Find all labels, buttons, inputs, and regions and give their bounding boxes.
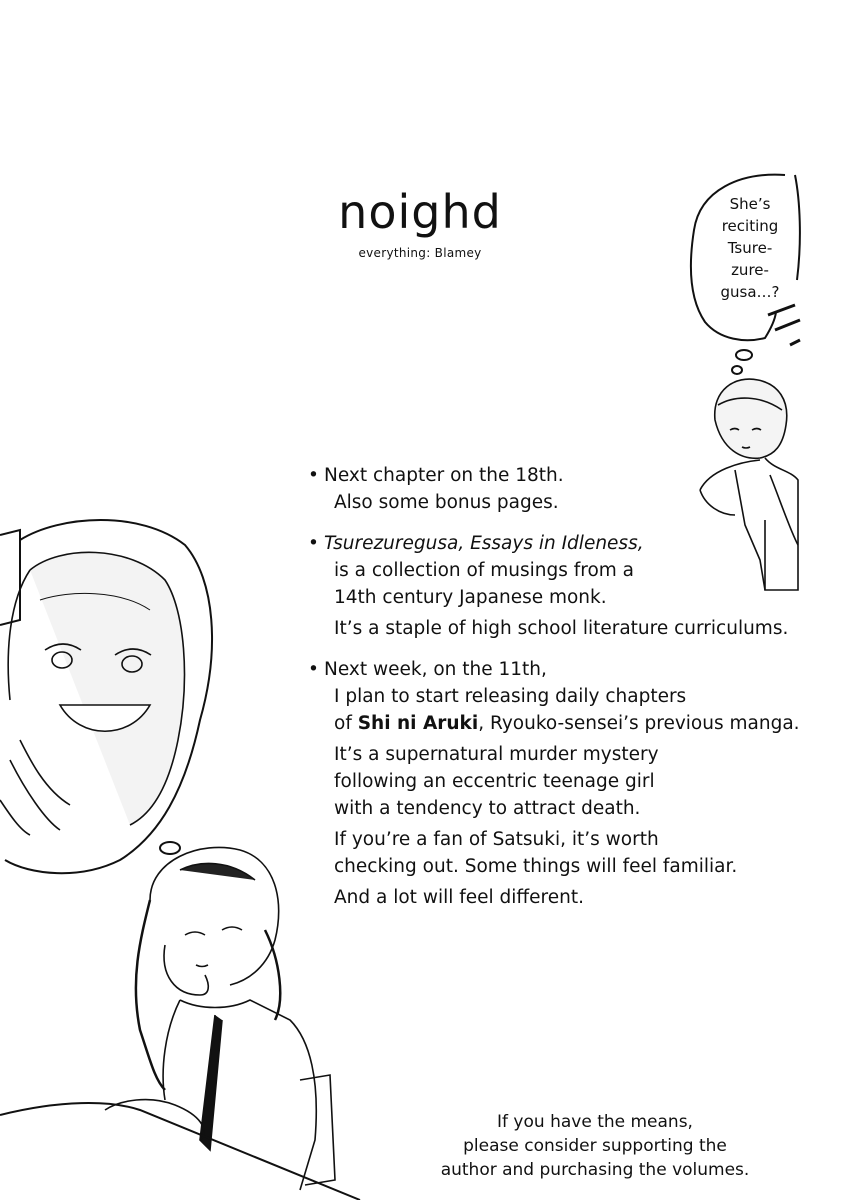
note-text: , Ryouko-sensei’s previous manga. xyxy=(478,713,800,734)
speech-bubble-text xyxy=(700,193,800,303)
note-line xyxy=(324,768,838,795)
note-lines xyxy=(324,530,838,642)
note-line xyxy=(324,710,838,737)
speech-line: reciting xyxy=(721,217,779,235)
note-text: It’s a supernatural murder mystery xyxy=(334,744,659,765)
book-title-text: Tsurezuregusa, Essays in Idleness, xyxy=(324,533,644,554)
note-line xyxy=(324,853,838,880)
grinning-woman-face xyxy=(0,552,184,835)
note-text: I plan to start releasing daily chapters xyxy=(334,686,687,707)
support-line: If you have the means, xyxy=(497,1112,693,1132)
note-text: And a lot will feel different. xyxy=(334,887,584,908)
speech-line: She’s xyxy=(729,195,771,213)
speech-line: Tsure- xyxy=(727,239,773,257)
note-text: of xyxy=(334,713,358,734)
note-line xyxy=(324,884,838,911)
note-text: following an eccentric teenage girl xyxy=(334,771,655,792)
note-text: Next week, on the 11th, xyxy=(324,659,547,680)
note-line xyxy=(324,683,838,710)
note-line xyxy=(324,584,838,611)
note-line xyxy=(324,557,838,584)
note-line xyxy=(324,826,838,853)
note-text: is a collection of musings from a xyxy=(334,560,635,581)
note-text: with a tendency to attract death. xyxy=(334,798,641,819)
note-line: Next chapter on the 18th. xyxy=(324,465,564,486)
note-line xyxy=(324,656,838,683)
note-text: checking out. Some things will feel familiar. xyxy=(334,856,738,877)
bullet-icon: • xyxy=(308,659,319,680)
note-line xyxy=(324,795,838,822)
background-panel-edge xyxy=(0,530,20,625)
thought-dots xyxy=(732,350,752,374)
note-text: 14th century Japanese monk. xyxy=(334,587,607,608)
note-line xyxy=(324,530,838,557)
support-line: author and purchasing the volumes. xyxy=(440,1160,750,1180)
note-3 xyxy=(308,656,838,911)
note-lines xyxy=(324,656,838,911)
seated-girl-figure xyxy=(105,847,335,1190)
support-message xyxy=(420,1110,770,1182)
manga-title-text: Shi ni Aruki xyxy=(357,713,479,734)
speech-line: gusa…? xyxy=(720,283,780,301)
bullet-icon: • xyxy=(308,533,319,554)
note-1 xyxy=(308,462,838,516)
note-text: If you’re a fan of Satsuki, it’s worth xyxy=(334,829,659,850)
page-title: noighd xyxy=(338,185,502,239)
speech-line: zure- xyxy=(731,261,769,279)
note-text: It’s a staple of high school literature curriculums. xyxy=(334,618,789,639)
note-line xyxy=(324,741,838,768)
note-line: Also some bonus pages. xyxy=(334,492,559,513)
translator-notes xyxy=(308,462,838,925)
note-line xyxy=(324,615,838,642)
bullet-icon: • xyxy=(308,465,319,486)
note-2 xyxy=(308,530,838,642)
credit-line: everything: Blamey xyxy=(358,246,482,260)
support-line: please consider supporting the xyxy=(463,1136,727,1156)
